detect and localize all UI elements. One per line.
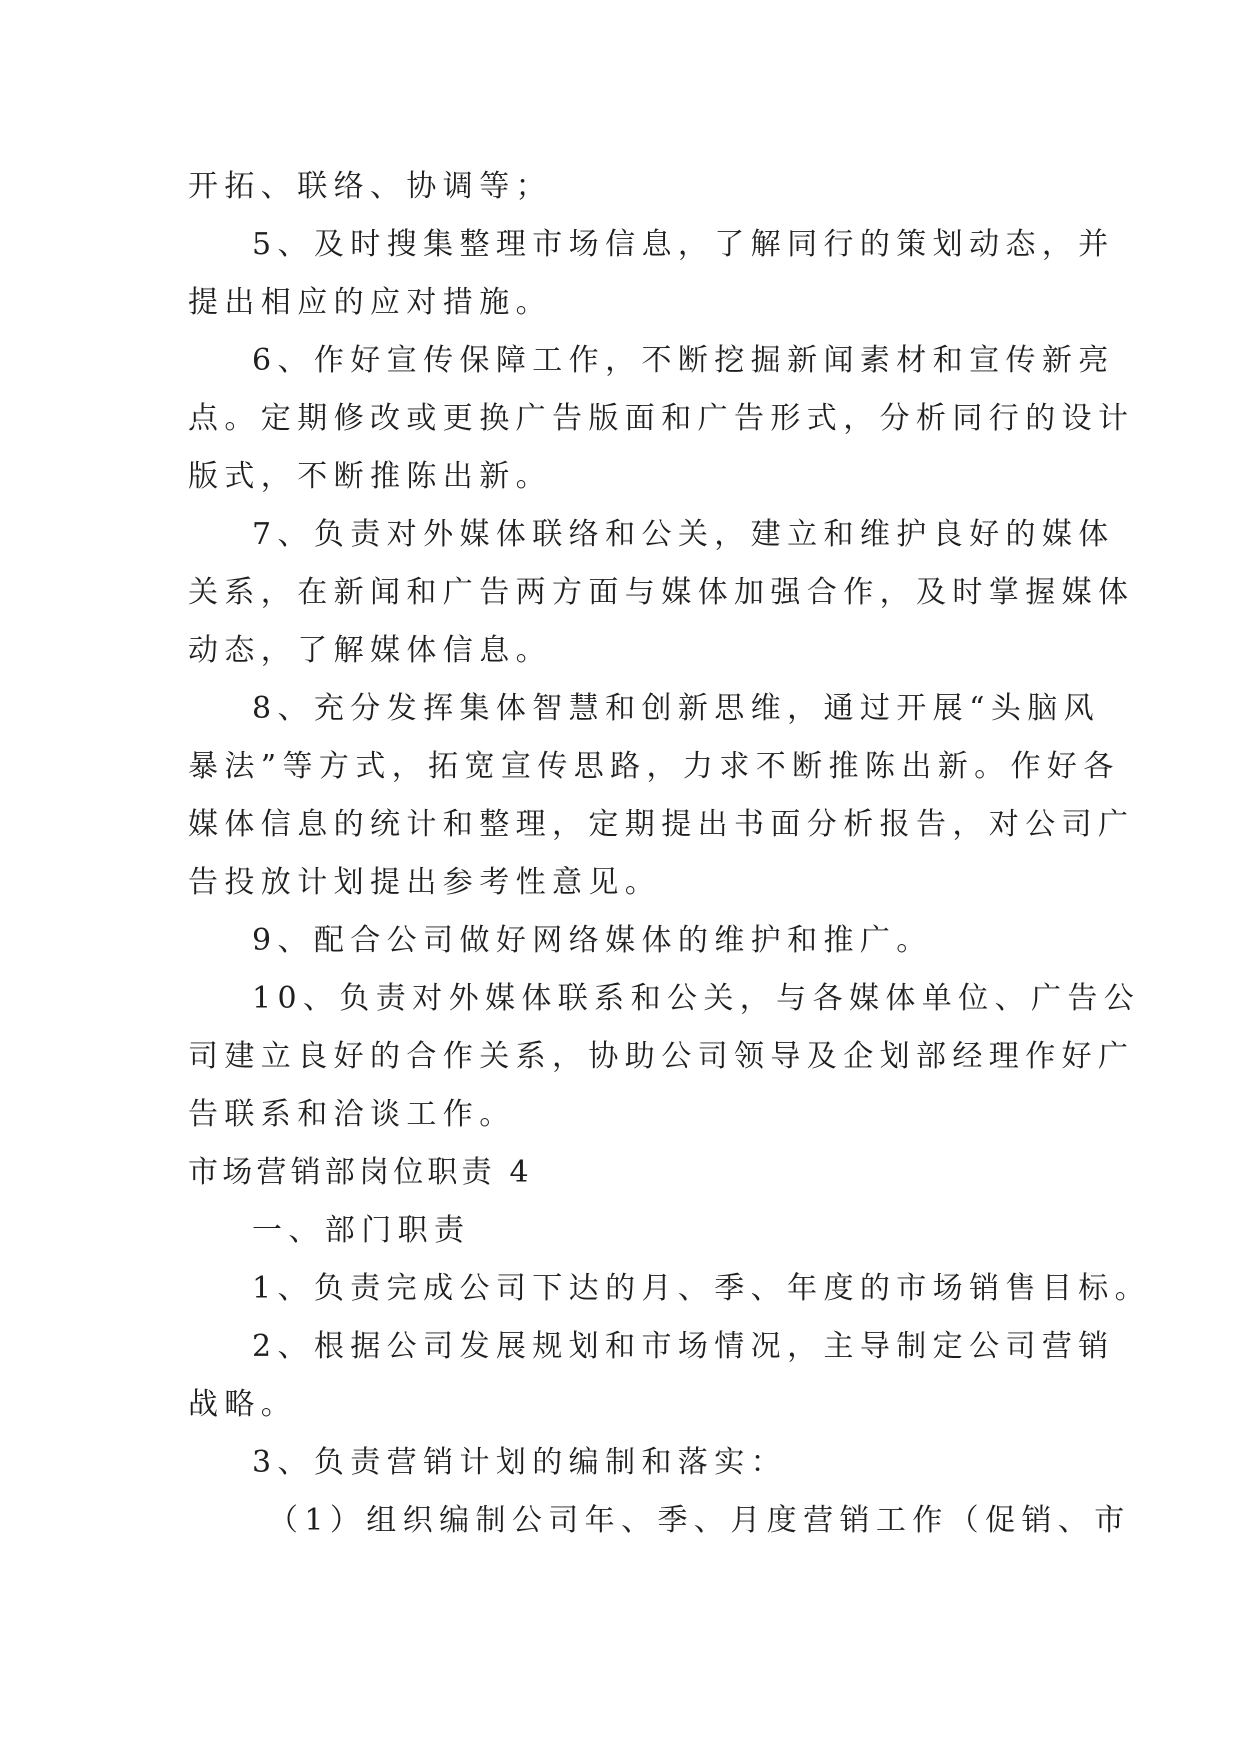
list-item-7: 7、负责对外媒体联络和公关，建立和维护良好的媒体 (252, 517, 1115, 552)
section-heading: 市场营销部岗位职责 4 (188, 1155, 533, 1190)
paragraph-line: 告联系和洽谈工作。 (188, 1097, 516, 1132)
paragraph-line: 战略。 (188, 1387, 298, 1422)
document-body (188, 158, 1152, 1550)
paragraph-line: 司建立良好的合作关系，协助公司领导及企划部经理作好广 (188, 1039, 1135, 1074)
paragraph-line: 关系，在新闻和广告两方面与媒体加强合作，及时掌握媒体 (188, 575, 1135, 610)
paragraph-line: 提出相应的应对措施。 (188, 285, 552, 320)
paragraph-line: 点。定期修改或更换广告版面和广告形式，分析同行的设计 (188, 401, 1135, 436)
list-item-2: 2、根据公司发展规划和市场情况，主导制定公司营销 (252, 1329, 1115, 1364)
paragraph-line: 动态，了解媒体信息。 (188, 633, 552, 668)
list-item-10: 10、负责对外媒体联系和公关，与各媒体单位、广告公 (252, 981, 1141, 1016)
paragraph-line: 版式，不断推陈出新。 (188, 459, 552, 494)
paragraph-line: 告投放计划提出参考性意见。 (188, 865, 662, 900)
paragraph-line: 开拓、联络、协调等； (188, 169, 552, 204)
sub-list-item-1: （1）组织编制公司年、季、月度营销工作（促销、市 (268, 1503, 1131, 1538)
list-item-9: 9、配合公司做好网络媒体的维护和推广。 (252, 923, 933, 958)
paragraph-line: 暴法”等方式，拓宽宣传思路，力求不断推陈出新。作好各 (188, 749, 1120, 784)
list-item-1: 1、负责完成公司下达的月、季、年度的市场销售目标。 (252, 1271, 1152, 1306)
list-item-3: 3、负责营销计划的编制和落实： (252, 1445, 788, 1480)
list-item-8: 8、充分发挥集体智慧和创新思维，通过开展“头脑风 (252, 691, 1101, 726)
paragraph-line: 媒体信息的统计和整理，定期提出书面分析报告，对公司广 (188, 807, 1135, 842)
list-item-6: 6、作好宣传保障工作，不断挖掘新闻素材和宣传新亮 (252, 343, 1115, 378)
subsection-heading: 一、部门职责 (252, 1213, 471, 1248)
list-item-5: 5、及时搜集整理市场信息，了解同行的策划动态，并 (252, 227, 1115, 262)
